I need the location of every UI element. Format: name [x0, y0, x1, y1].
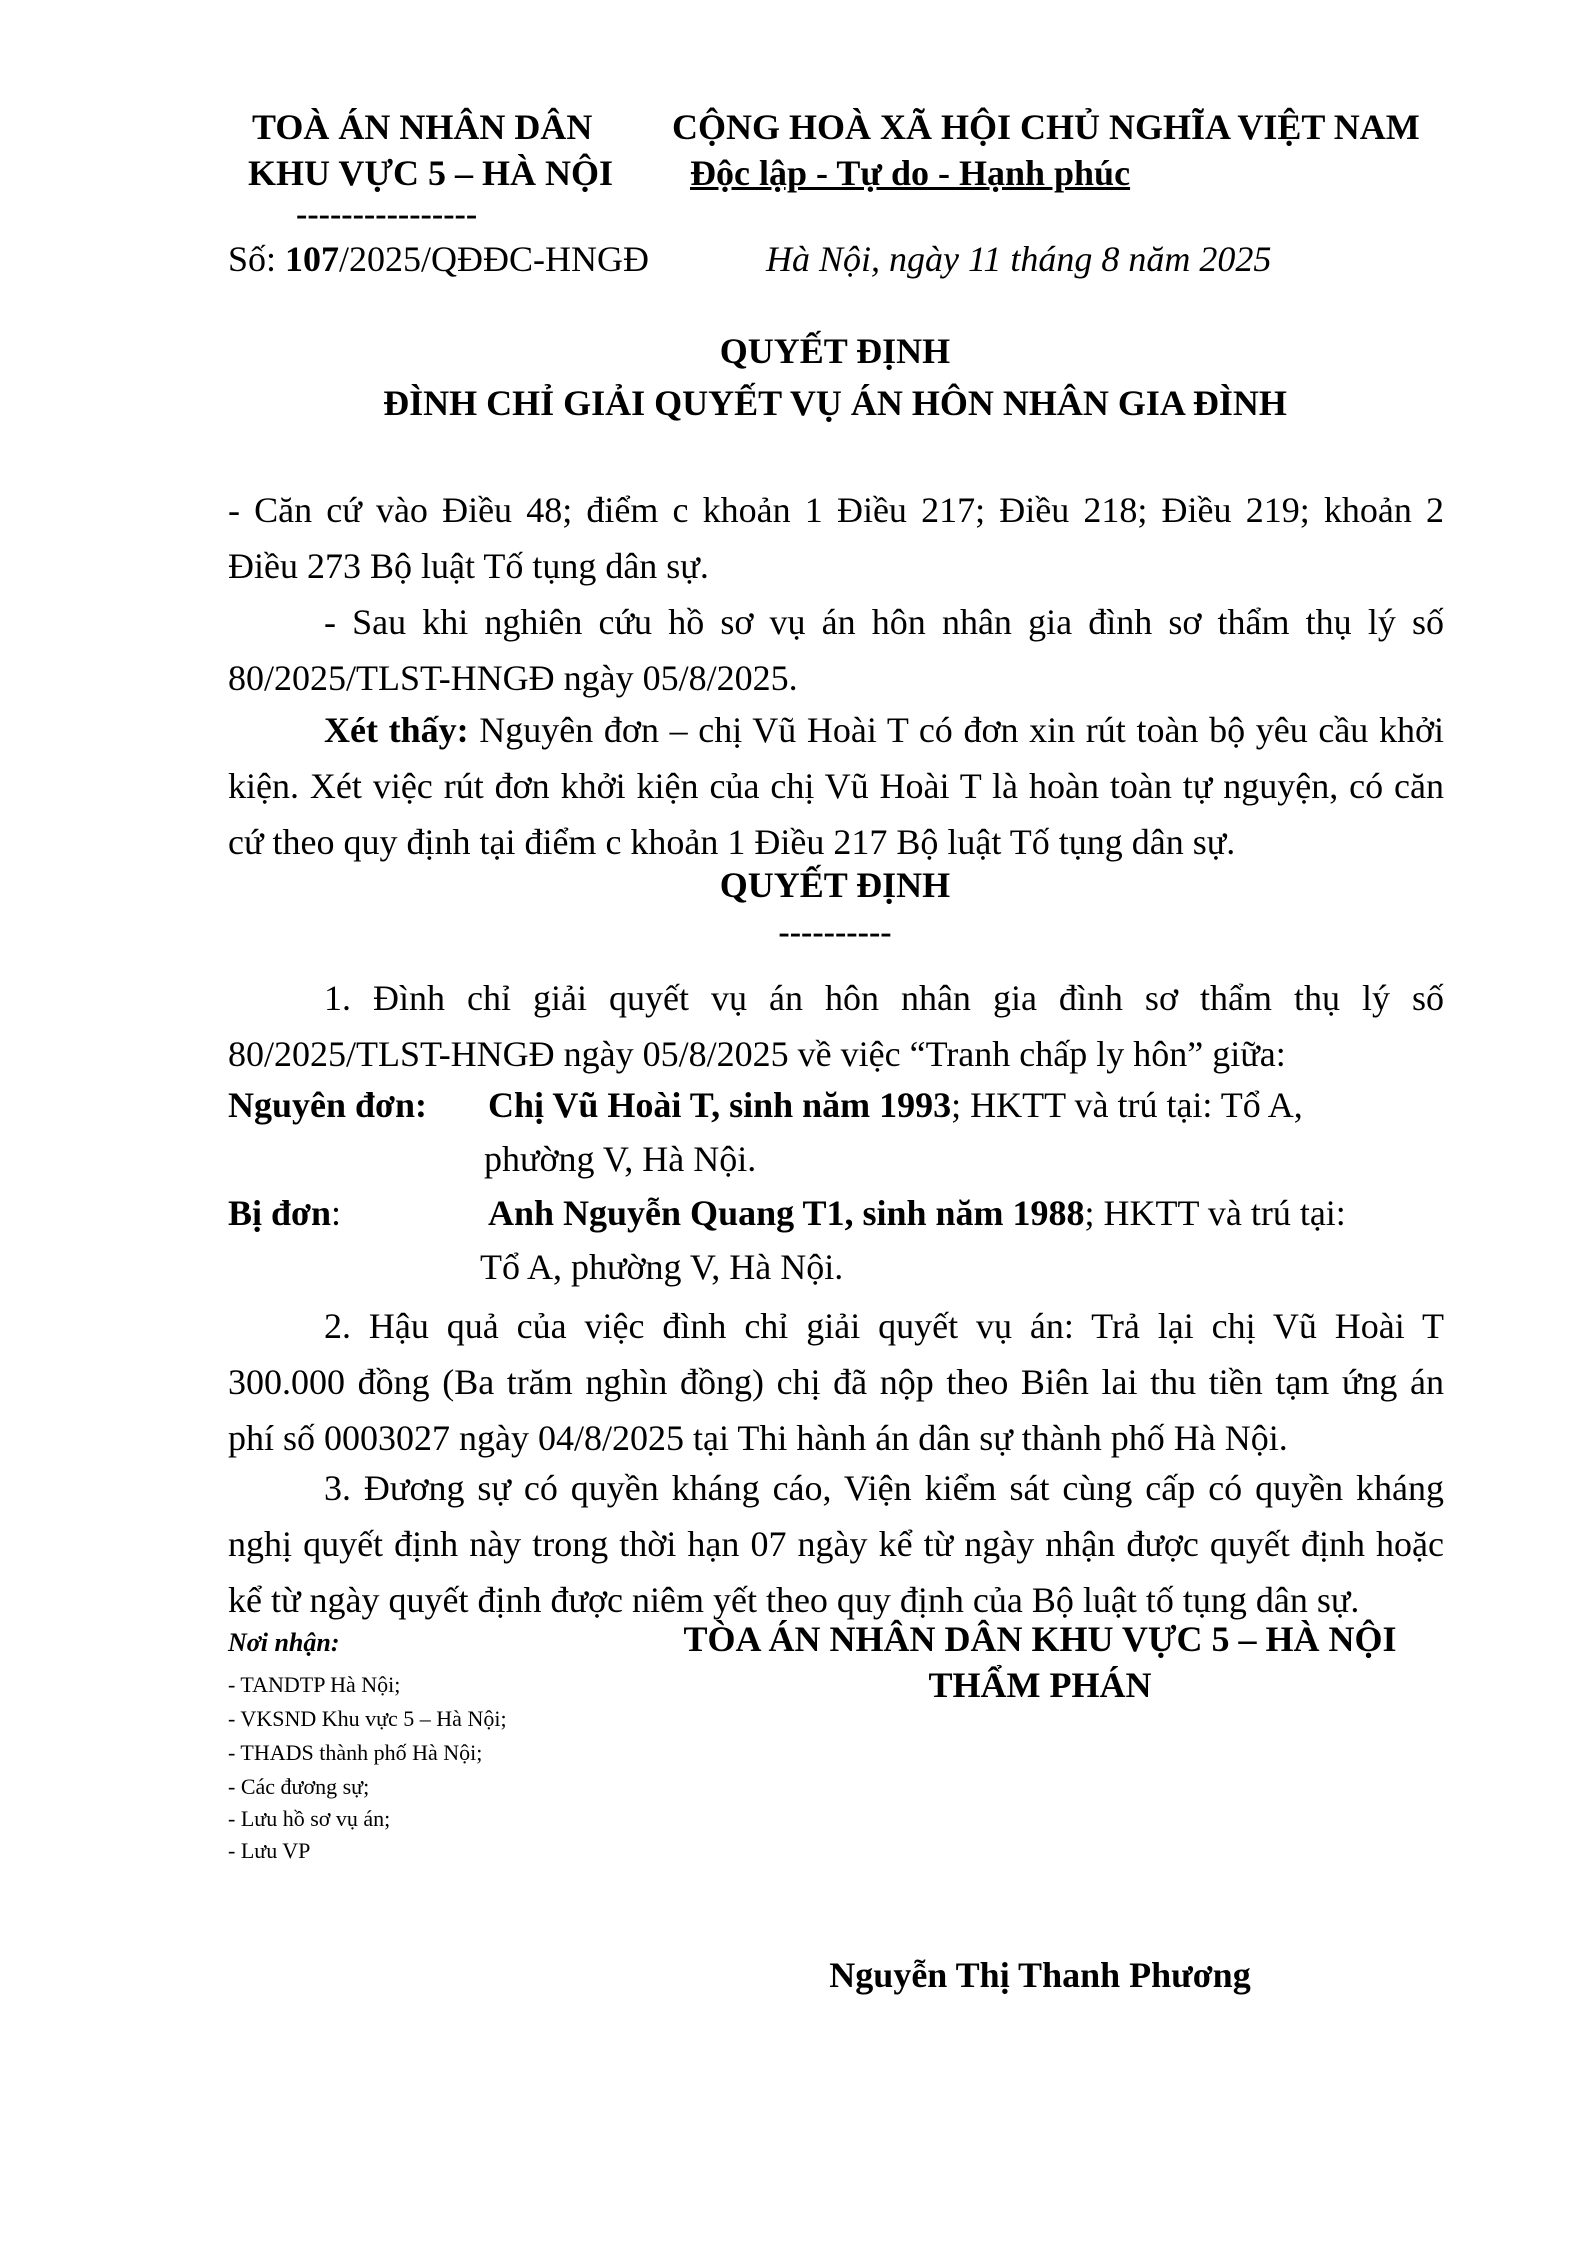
- defendant-address: ; HKTT và trú tại:: [1084, 1193, 1346, 1233]
- title-line1: QUYẾT ĐỊNH: [719, 331, 951, 371]
- plaintiff-label: Nguyên đơn:: [228, 1085, 427, 1125]
- document-number-prefix: Số:: [228, 239, 286, 279]
- national-motto: Độc lập - Tự do - Hạnh phúc: [690, 153, 1131, 193]
- plaintiff-name: Chị Vũ Hoài T, sinh năm 1993: [488, 1085, 952, 1125]
- item3-line3: kể từ ngày quyết định được niêm yết theo quy định của Bộ luật tố tụng dân sự.: [228, 1580, 1360, 1620]
- signature-court: TÒA ÁN NHÂN DÂN KHU VỰC 5 – HÀ NỘI: [683, 1619, 1397, 1659]
- place-date: Hà Nội, ngày 11 tháng 8 năm 2025: [766, 239, 1272, 279]
- decision-item-2: [228, 1298, 1444, 1466]
- basis-p3-line3: cứ theo quy định tại điểm c khoản 1 Điều 217 Bộ luật Tố tụng dân sự.: [228, 822, 1236, 862]
- court-name-line2: KHU VỰC 5 – HÀ NỘI: [248, 153, 614, 193]
- decision-item-3: [228, 1460, 1444, 1628]
- item2-line1: 2. Hậu quả của việc đình chỉ giải quyết vụ án: Trả lại chị Vũ Hoài T: [324, 1306, 1444, 1346]
- defendant-info: [488, 1192, 1346, 1234]
- defendant-name: Anh Nguyễn Quang T1, sinh năm 1988: [488, 1193, 1085, 1233]
- item3-line1: 3. Đương sự có quyền kháng cáo, Viện kiểm sát cùng cấp có quyền kháng: [324, 1468, 1444, 1508]
- court-name-line1: TOÀ ÁN NHÂN DÂN: [252, 107, 593, 147]
- recipients-title: Nơi nhận:: [228, 1628, 340, 1657]
- decision-heading: QUYẾT ĐỊNH: [719, 865, 951, 905]
- defendant-address-line2: Tổ A, phường V, Hà Nội.: [480, 1247, 844, 1287]
- recipient-item: - Lưu hồ sơ vụ án;: [228, 1806, 391, 1831]
- signer-name: Nguyễn Thị Thanh Phương: [829, 1955, 1251, 1995]
- plaintiff-address: ; HKTT và trú tại: Tổ A,: [951, 1085, 1303, 1125]
- court-divider: ----------------: [296, 196, 478, 233]
- item2-line3: phí số 0003027 ngày 04/8/2025 tại Thi hành án dân sự thành phố Hà Nội.: [228, 1418, 1288, 1458]
- recipient-item: - THADS thành phố Hà Nội;: [228, 1740, 483, 1765]
- basis-p1-line2: Điều 273 Bộ luật Tố tụng dân sự.: [228, 546, 709, 586]
- recipient-item: - Các đương sự;: [228, 1774, 370, 1799]
- basis-paragraph-3: [228, 702, 1444, 870]
- considering-text: Nguyên đơn – chị Vũ Hoài T có đơn xin rút toàn bộ yêu cầu khởi: [468, 710, 1444, 750]
- item1-line1: 1. Đình chỉ giải quyết vụ án hôn nhân gia đình sơ thẩm thụ lý số: [324, 978, 1444, 1018]
- item2-line2: 300.000 đồng (Ba trăm nghìn đồng) chị đã nộp theo Biên lai thu tiền tạm ứng án: [228, 1362, 1444, 1402]
- basis-p3-line2: kiện. Xét việc rút đơn khởi kiện của chị Vũ Hoài T là hoàn toàn tự nguyện, có căn: [228, 766, 1444, 806]
- basis-p3-line1: [228, 702, 1444, 758]
- signature-role: THẨM PHÁN: [928, 1665, 1152, 1705]
- item1-line2: 80/2025/TLST-HNGĐ ngày 05/8/2025 về việc “Tranh chấp ly hôn” giữa:: [228, 1034, 1286, 1074]
- recipient-item: - TANDTP Hà Nội;: [228, 1672, 401, 1697]
- item3-line2: nghị quyết định này trong thời hạn 07 ngày kể từ ngày nhận được quyết định hoặc: [228, 1524, 1444, 1564]
- document-number-value: 107: [285, 239, 340, 279]
- basis-p1-line1: - Căn cứ vào Điều 48; điểm c khoản 1 Điều 217; Điều 218; Điều 219; khoản 2: [228, 490, 1444, 530]
- decision-divider: ----------: [778, 914, 892, 951]
- basis-paragraph-1: [228, 482, 1444, 594]
- basis-p2-line2: 80/2025/TLST-HNGĐ ngày 05/8/2025.: [228, 658, 798, 698]
- decision-item-1: [228, 970, 1444, 1082]
- document-number-suffix: /2025/QĐĐC-HNGĐ: [339, 239, 650, 279]
- document-number: [228, 238, 649, 280]
- recipient-item: - VKSND Khu vực 5 – Hà Nội;: [228, 1706, 507, 1731]
- recipient-item: - Lưu VP: [228, 1838, 311, 1863]
- defendant-colon: :: [331, 1193, 342, 1233]
- basis-p2-line1: - Sau khi nghiên cứu hồ sơ vụ án hôn nhân gia đình sơ thẩm thụ lý số: [324, 602, 1444, 642]
- plaintiff-address-line2: phường V, Hà Nội.: [484, 1139, 757, 1179]
- plaintiff-info: [488, 1084, 1303, 1126]
- title-line2: ĐÌNH CHỈ GIẢI QUYẾT VỤ ÁN HÔN NHÂN GIA ĐÌNH: [383, 383, 1287, 423]
- defendant-label: Bị đơn: [228, 1193, 331, 1233]
- national-title: CỘNG HOÀ XÃ HỘI CHỦ NGHĨA VIỆT NAM: [672, 107, 1420, 147]
- defendant-label-wrap: [228, 1192, 341, 1234]
- basis-paragraph-2: [228, 594, 1444, 706]
- considering-label: Xét thấy:: [324, 710, 469, 750]
